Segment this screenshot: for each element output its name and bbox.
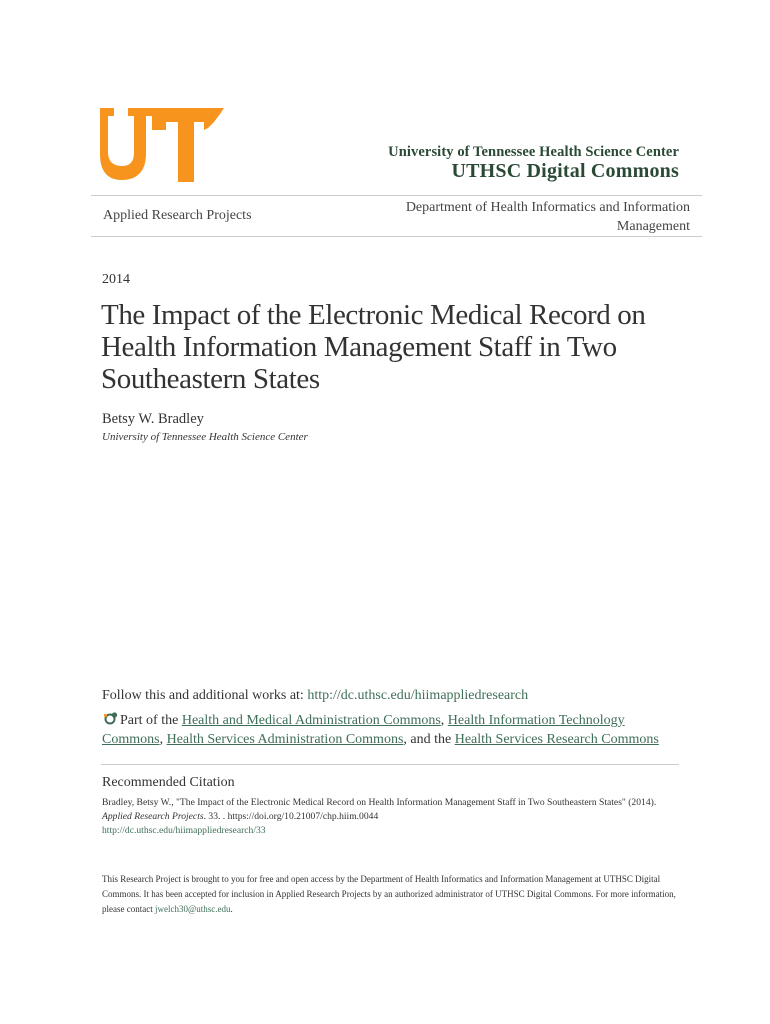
part-of-commons xyxy=(102,711,682,749)
commons-link-health-info-tech[interactable]: Health Information Technology Commons xyxy=(102,713,625,747)
recommended-citation-heading: Recommended Citation xyxy=(102,775,235,790)
header-divider-top xyxy=(91,195,702,196)
access-notice xyxy=(102,872,677,917)
citation-journal: Applied Research Projects xyxy=(102,811,204,822)
commons-link-health-services-admin[interactable]: Health Services Administration Commons xyxy=(166,732,404,747)
header-divider-bottom xyxy=(91,236,702,237)
citation-body: Bradley, Betsy W., "The Impact of the Electronic Medical Record on Health Information Management Staff in Two Southeastern States" (2014). xyxy=(102,797,657,808)
contact-email-link[interactable]: jwelch30@uthsc.edu xyxy=(154,904,231,914)
publication-year: 2014 xyxy=(102,272,130,287)
citation-url-link[interactable]: http://dc.uthsc.edu/hiimappliedresearch/33 xyxy=(102,825,266,836)
citation-divider xyxy=(101,764,679,765)
ut-logo-icon xyxy=(100,108,224,182)
author-name[interactable]: Betsy W. Bradley xyxy=(102,411,204,427)
department-link[interactable]: Department of Health Informatics and Information Management xyxy=(405,200,690,234)
access-notice-end: . xyxy=(230,904,233,914)
commons-link-health-medical-admin[interactable]: Health and Medical Administration Commons xyxy=(181,713,441,728)
network-icon xyxy=(102,712,118,726)
repository-title[interactable]: UTHSC Digital Commons xyxy=(451,160,679,182)
institution-name[interactable]: University of Tennessee Health Science Center xyxy=(388,144,679,160)
part-of-prefix: Part of the xyxy=(120,713,182,728)
ut-logo xyxy=(100,108,224,182)
series-link[interactable]: Applied Research Projects xyxy=(103,208,252,223)
separator: , xyxy=(440,713,448,728)
follow-line xyxy=(102,688,528,704)
document-title: The Impact of the Electronic Medical Record on Health Information Management Staff in Two Southeastern States xyxy=(101,299,646,395)
separator: , xyxy=(159,732,167,747)
follow-url-link[interactable]: http://dc.uthsc.edu/hiimappliedresearch xyxy=(307,688,529,703)
citation-text xyxy=(102,796,672,838)
citation-doi: . 33. . https://doi.org/10.21007/chp.hiim.0044 xyxy=(203,811,379,822)
author-affiliation: University of Tennessee Health Science Center xyxy=(102,431,308,443)
follow-label: Follow this and additional works at: xyxy=(102,688,308,703)
access-notice-text: This Research Project is brought to you for free and open access by the Department of Health Informatics and Information Management at UTHSC Digital Commons. It has been accepted for inclusion in Applied Research Projects by an authorized administrator of UTHSC Digital Commons. For more information, please contact xyxy=(102,874,676,914)
separator: , and the xyxy=(403,732,455,747)
commons-link-health-services-research[interactable]: Health Services Research Commons xyxy=(454,732,659,747)
